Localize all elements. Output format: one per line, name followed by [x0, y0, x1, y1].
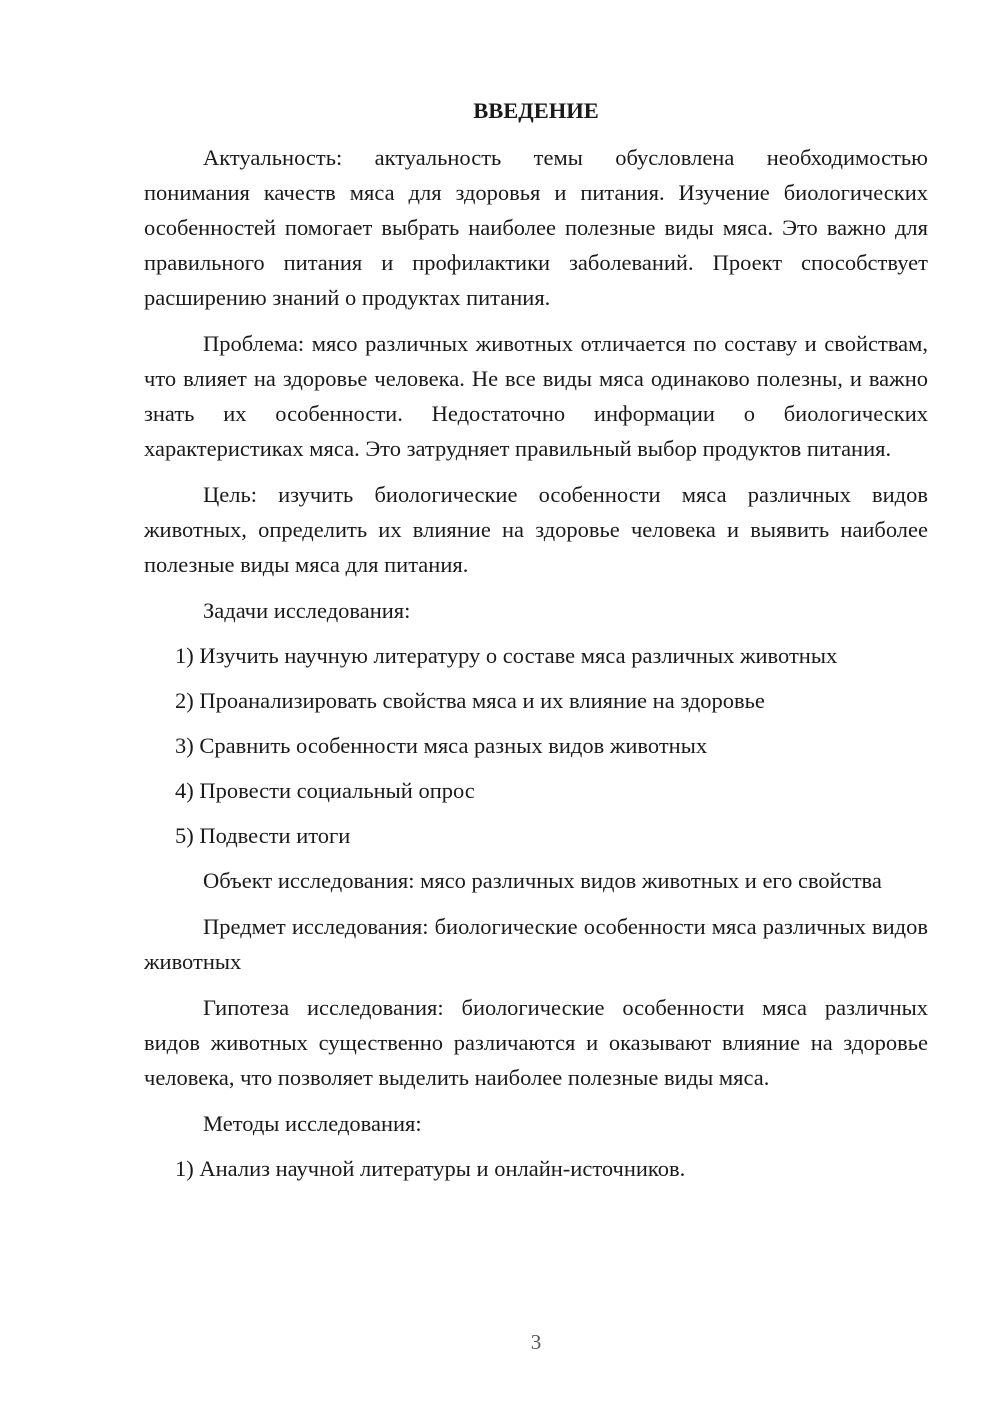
method-item: 1) Анализ научной литературы и онлайн-источников.	[175, 1156, 686, 1181]
tasks-heading: Задачи исследования:	[203, 598, 411, 623]
subject-paragraph: Предмет исследования: биологические особенности мяса различных видов животных	[144, 914, 928, 974]
hypothesis-paragraph: Гипотеза исследования: биологические особенности мяса различных видов животных существенно различаются и оказывают влияние на здоровье человека, что позволяет выделить наиболее полезные виды мяса.	[144, 995, 928, 1090]
page-title: ВВЕДЕНИЕ	[473, 98, 599, 123]
document-page	[144, 96, 928, 1196]
task-item: 4) Провести социальный опрос	[175, 778, 475, 803]
object-paragraph: Объект исследования: мясо различных видов животных и его свойства	[203, 868, 882, 893]
methods-heading: Методы исследования:	[203, 1111, 422, 1136]
task-item: 2) Проанализировать свойства мяса и их влияние на здоровье	[175, 688, 765, 713]
goal-paragraph: Цель: изучить биологические особенности мяса различных видов животных, определить их влияние на здоровье человека и выявить наиболее полезные виды мяса для питания.	[144, 482, 928, 577]
problem-paragraph: Проблема: мясо различных животных отличается по составу и свойствам, что влияет на здоровье человека. Не все виды мяса одинаково полезны, и важно знать их особенности. Недостаточно информации о биологических характеристиках мяса. Это затрудняет правильный выбор продуктов питания.	[144, 331, 928, 461]
task-item: 1) Изучить научную литературу о составе мяса различных животных	[175, 643, 838, 668]
task-item: 3) Сравнить особенности мяса разных видов животных	[175, 733, 708, 758]
relevance-paragraph: Актуальность: актуальность темы обусловлена необходимостью понимания качеств мяса для здоровья и питания. Изучение биологических особенностей помогает выбрать наиболее полезные виды мяса. Это важно для правильного питания и профилактики заболеваний. Проект способствует расширению знаний о продуктах питания.	[144, 145, 928, 310]
task-item: 5) Подвести итоги	[175, 823, 351, 848]
page-number: 3	[530, 1330, 542, 1354]
